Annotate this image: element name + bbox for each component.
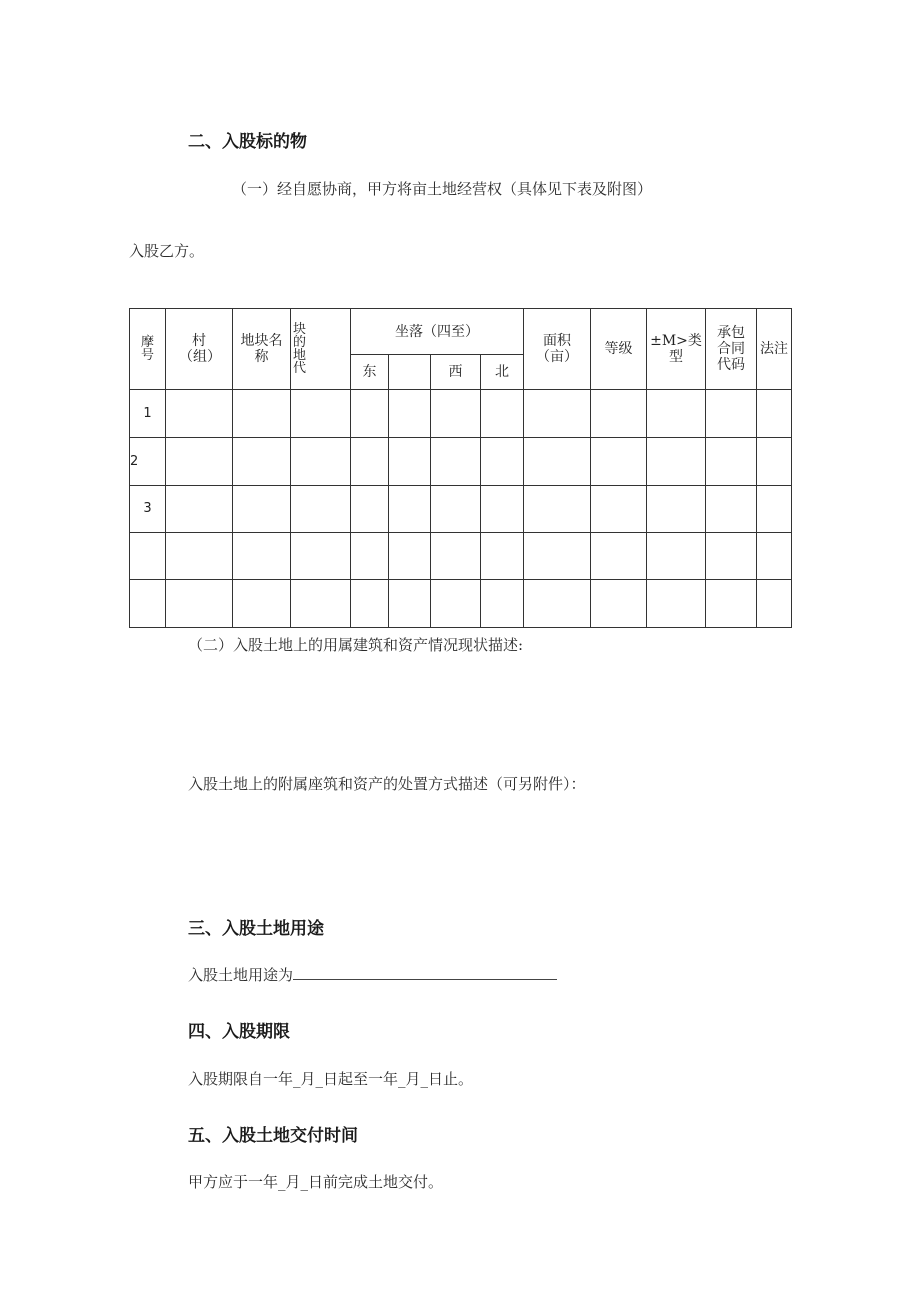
header-south: [389, 355, 431, 390]
header-area: 面积（亩）: [524, 309, 591, 390]
row-number: 1: [130, 390, 166, 438]
subsection-2-paragraph-2: 入股土地上的附属座筑和资产的处置方式描述（可另附件）：: [188, 775, 586, 793]
table-row: [130, 533, 792, 580]
header-location: 坐落（四至）: [351, 309, 524, 355]
header-plot-code: 块的地代: [291, 309, 351, 390]
header-type: ±M>类型: [647, 309, 706, 390]
row-number: [130, 580, 166, 628]
land-plot-table: [129, 308, 792, 628]
header-contract-code: 承包合同代码: [706, 309, 757, 390]
table-row: [130, 438, 792, 486]
row-number: 2: [130, 438, 166, 486]
header-note: 法注: [757, 309, 792, 390]
header-seq: 摩号: [130, 309, 166, 390]
table-row: [130, 390, 792, 438]
section-5-paragraph: 甲方应于一年_月_日前完成土地交付。: [188, 1173, 444, 1191]
table-row: [130, 486, 792, 533]
row-number: [130, 533, 166, 580]
row-number: 3: [130, 486, 166, 533]
section-3-paragraph: [188, 964, 557, 985]
header-north: 北: [481, 355, 524, 390]
section-2-paragraph-1: （一）经自愿协商，甲方将亩土地经营权（具体见下表及附图）: [232, 180, 653, 198]
section-3-title: 三、入股土地用途: [188, 919, 324, 939]
section-4-title: 四、入股期限: [188, 1022, 290, 1042]
section-4-paragraph: 入股期限自一年_月_日起至一年_月_日止。: [188, 1070, 474, 1088]
header-east: 东: [351, 355, 389, 390]
land-use-label: 入股土地用途为: [188, 966, 294, 984]
land-use-blank-line: [293, 965, 557, 980]
header-west: 西: [431, 355, 481, 390]
section-2-title: 二、入股标的物: [188, 132, 307, 152]
header-grade: 等级: [591, 309, 647, 390]
header-village: 村（组）: [166, 309, 233, 390]
section-5-title: 五、入股土地交付时间: [188, 1126, 358, 1146]
table-row: [130, 580, 792, 628]
section-2-paragraph-2: 入股乙方。: [129, 242, 205, 260]
subsection-2-paragraph-1: （二）入股土地上的用属建筑和资产情况现状描述:: [188, 636, 524, 654]
header-plot-name: 地块名称: [233, 309, 291, 390]
